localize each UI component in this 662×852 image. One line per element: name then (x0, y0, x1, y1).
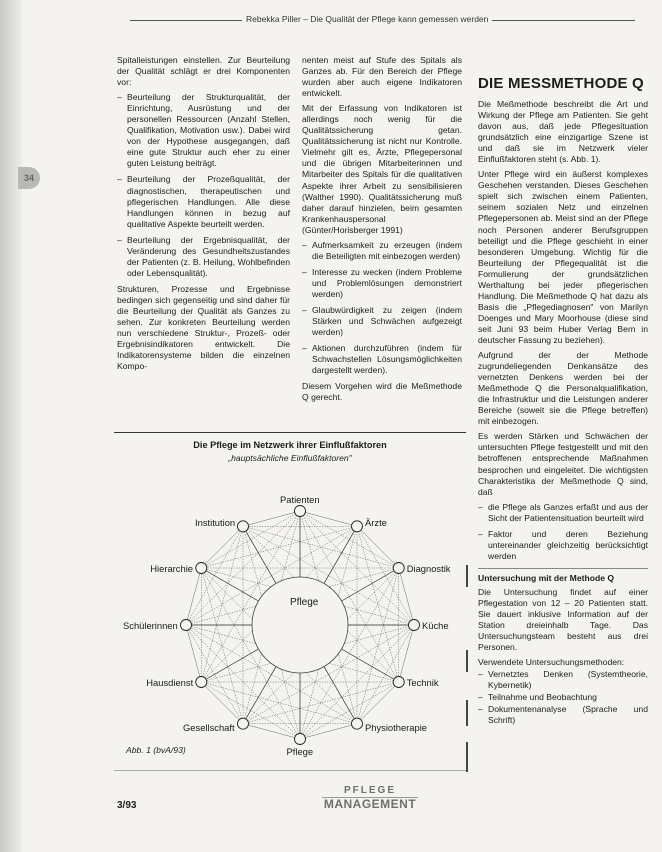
connection-line (300, 724, 357, 739)
column-2-paragraph-3: Diesem Vorgehen wird die Meßmethode Q gerecht. (302, 381, 462, 403)
methods-list (478, 669, 648, 726)
network-node (196, 677, 207, 688)
list-item: – Aktionen durchzuführen (indem für Schwachstellen Lösungsmöglichkeiten dargestellt werden). (302, 343, 462, 376)
quality-components-list (117, 92, 290, 279)
node-label: Physiotherapie (365, 722, 428, 734)
list-item: – Glaubwürdigkeit zu zeigen (indem Stärken und Schwächen aufgezeigt werden) (302, 305, 462, 338)
connection-line (201, 568, 243, 724)
network-node (196, 563, 207, 574)
running-title: Rebekka Piller – Die Qualität der Pflege kann gemessen werden (242, 14, 492, 24)
list-item: – Vernetztes Denken (Systemtheorie, Kybernetik) (478, 669, 648, 691)
center-circle (252, 577, 348, 673)
node-label: Hausdienst (146, 676, 194, 688)
change-bar (466, 700, 468, 726)
list-item: – Teilnahme und Beobachtung (478, 692, 648, 703)
node-label: Schülerinnen (123, 619, 178, 631)
connection-line (357, 526, 399, 568)
spoke-line (243, 526, 276, 583)
list-item: – Beurteilung der Strukturqualität, der Einrichtung, Ausrüstung und der personellen Ressourcen (Anzahl Stellen, Qualifikation, Motivation usw.). Dabei wird von der Hypothese ausgegangen, daß eine gute Struktur auch eher zu einer guten Leistung beiträgt. (117, 92, 290, 169)
network-node (295, 734, 306, 745)
node-label: Pflege (286, 746, 314, 757)
column-2 (302, 55, 462, 407)
connection-line (399, 625, 414, 682)
network-node (181, 620, 192, 631)
network-node (238, 521, 249, 532)
change-bar (466, 565, 468, 587)
column-3-paragraph-2: Unter Pflege wird ein äußerst komplexes Geschehen verstanden. Dieses Geschehen spielt sich zwischen einem Patienten, seinem sozialen Netz und einzelnen Pflegepersonen ab. Meist sind an der Pflege noch Personen anderer Berufsgruppen beteiligt und die Pflege geschieht in einer besonderen Umgebung. Wichtig für die Beurteilung der Pflegequalität ist die Formulierung der grundsätzlichen Werthaltung bei jeder pflegerischen Handlung. Die Meßmethode Q hat dazu als Basis die „Pflegediagnosen" von Marilyn Doenges und Mary Moorhouse (diese sind seit Juni 93 beim Huber Verlag Bern in deutscher Fassung zu beziehen). (478, 169, 648, 345)
network-node (393, 677, 404, 688)
spoke-line (201, 649, 258, 682)
column-2-paragraph-1: nenten meist auf Stufe des Spitals als Ganzes ab. Für den Bereich der Pflege wurden aber auch eigene Indikatoren entwickelt. (302, 55, 462, 99)
connection-line (300, 511, 357, 526)
node-label: Institution (195, 516, 236, 528)
node-label: Ärzte (365, 516, 387, 528)
spoke-line (243, 667, 276, 724)
node-label: Gesellschaft (183, 722, 235, 734)
connection-line (201, 526, 243, 568)
running-header (130, 14, 635, 24)
spoke-line (342, 649, 399, 682)
goals-list (302, 240, 462, 377)
network-node (352, 521, 363, 532)
list-item: – Dokumentenanalyse (Sprache und Schrift) (478, 704, 648, 726)
network-node (352, 718, 363, 729)
spoke-line (324, 526, 357, 583)
logo-line-1: PFLEGE (343, 785, 396, 796)
network-node (238, 718, 249, 729)
page-number: 3/93 (117, 800, 137, 811)
figure-bottom-rule (114, 770, 466, 771)
column-3-paragraph-5: Die Untersuchung findet auf einer Pflegestation von 12 – 20 Patienten statt. Sie dauert inklusive Information auf der Station dreieinhalb Tage. Das Untersuchungsteam besteht aus drei Personen. (478, 586, 648, 653)
connection-line (399, 568, 414, 625)
methods-intro: Verwendete Untersuchungsmethoden: (478, 657, 625, 668)
column-1-closing: Strukturen, Prozesse und Ergebnisse bedingen sich gegenseitig und sind daher für die Beurteilung der Qualität als Ganzes zu sehen. Zur konkreten Beurteilung werden nun verschiedene Struktur-, Prozeß- oder Ergebnisindikatoren entwickelt. Die Indikatorensysteme bilden die einzelnen Kompo- (117, 283, 290, 372)
connection-line (243, 511, 300, 526)
list-item: – Aufmerksamkeit zu erzeugen (indem die Beteiligten mit einbezogen werden) (302, 240, 462, 262)
node-label: Küche (422, 619, 449, 631)
magazine-logo (322, 784, 418, 811)
network-figure (114, 432, 466, 772)
connection-line (186, 625, 201, 682)
connection-line (357, 682, 399, 724)
list-item: – Faktor und deren Beziehung untereinander gleichzeitig berücksichtigt werden (478, 529, 648, 562)
change-bar (466, 650, 468, 672)
column-3-paragraph-4: Es werden Stärken und Schwächen der untersuchten Pflege festgestellt und mit den betroffenen entsprechende Maßnahmen besprochen und eingeleitet. Die wichtigsten Charakteristika der Meßmethode Q sind, daß (478, 431, 648, 497)
list-item: – Beurteilung der Prozeßqualität, der diagnostischen, therapeutischen und pflegerischen Handlungen. Alle diese Handlungen können in bezug auf qualitative Aspekte beurteilt werden. (117, 174, 290, 229)
network-node (295, 506, 306, 517)
page-side-marker: 34 (18, 167, 40, 189)
connection-line (243, 724, 300, 739)
center-label: Pflege (290, 597, 319, 608)
node-label: Technik (406, 676, 439, 688)
subheading: Untersuchung mit der Methode Q (478, 568, 648, 584)
column-2-paragraph-2: Mit der Erfassung von Indikatoren ist allerdings noch wenig für die Qualitätssicherung getan. Qualitätssicherung ist nicht nur Kontrolle. Vielmehr gilt es, Ärzte, Pflegepersonal und die übrigen Mitarbeiterinnen und Mitarbeiter des Spitals für die qualitativen Aspekte ihrer Arbeit zu sensibilisieren (Walther 1990). Qualitätssicherung muß daher darauf hinzielen, beim gesamten Krankenhauspersonal (Günter/Horisberger 1991) (302, 103, 462, 235)
column-3 (478, 55, 648, 731)
connection-line (201, 682, 243, 724)
list-item: – Beurteilung der Ergebnisqualität, der Veränderung des Gesundheitszustandes der Patienten (z. B. Heilung, Wohlbefinden oder Lebensqualität). (117, 235, 290, 279)
change-bar (466, 742, 468, 772)
spoke-line (201, 568, 258, 601)
logo-line-2: MANAGEMENT (323, 797, 417, 811)
connection-line (201, 526, 243, 682)
connection-line (243, 526, 399, 568)
column-3-paragraph-3: Aufgrund der der Methode zugrundeliegenden Denkansätze des vernetzten Denkens werden bei der Meßmethode Q die Personalqualifikation, die Infrastruktur und die Leistungen anderer Bereiche (soweit sie die Pflege betreffen) mit einbezogen. (478, 350, 648, 427)
figure-title: Die Pflege im Netzwerk ihrer Einflußfaktoren (193, 440, 387, 450)
scan-edge-shadow (0, 0, 22, 852)
list-item: – die Pflege als Ganzes erfaßt und aus der Sicht der Patientensituation beurteilt wird (478, 502, 648, 524)
column-1-intro: Spitalleistungen einstellen. Zur Beurteilung der Qualität schlägt er drei Komponenten vor: (117, 55, 290, 88)
network-node (409, 620, 420, 631)
spoke-line (324, 667, 357, 724)
section-title: DIE MESSMETHODE Q (478, 75, 644, 92)
figure-caption: Abb. 1 (bvA/93) (126, 745, 186, 755)
figure-subtitle: „hauptsächliche Einflußfaktoren" (228, 453, 352, 463)
list-item: – Interesse zu wecken (indem Probleme und Problemlösungen demonstriert werden) (302, 267, 462, 300)
column-3-paragraph-1: Die Meßmethode beschreibt die Art und Wirkung der Pflege am Patienten. Sie geht davon aus, daß jede Pflegesituation grundsätzlich eine einzigartige Szene ist und daß sie im Netzwerk vieler Einflußfaktoren steht (s. Abb. 1). (478, 99, 648, 165)
connection-line (186, 568, 201, 625)
column-1 (117, 55, 290, 376)
node-label: Hierarchie (150, 562, 193, 574)
connection-line (201, 526, 357, 568)
characteristics-list (478, 502, 648, 562)
spoke-line (342, 568, 399, 601)
node-label: Patienten (280, 494, 320, 505)
network-node (393, 563, 404, 574)
node-label: Diagnostik (406, 562, 451, 574)
